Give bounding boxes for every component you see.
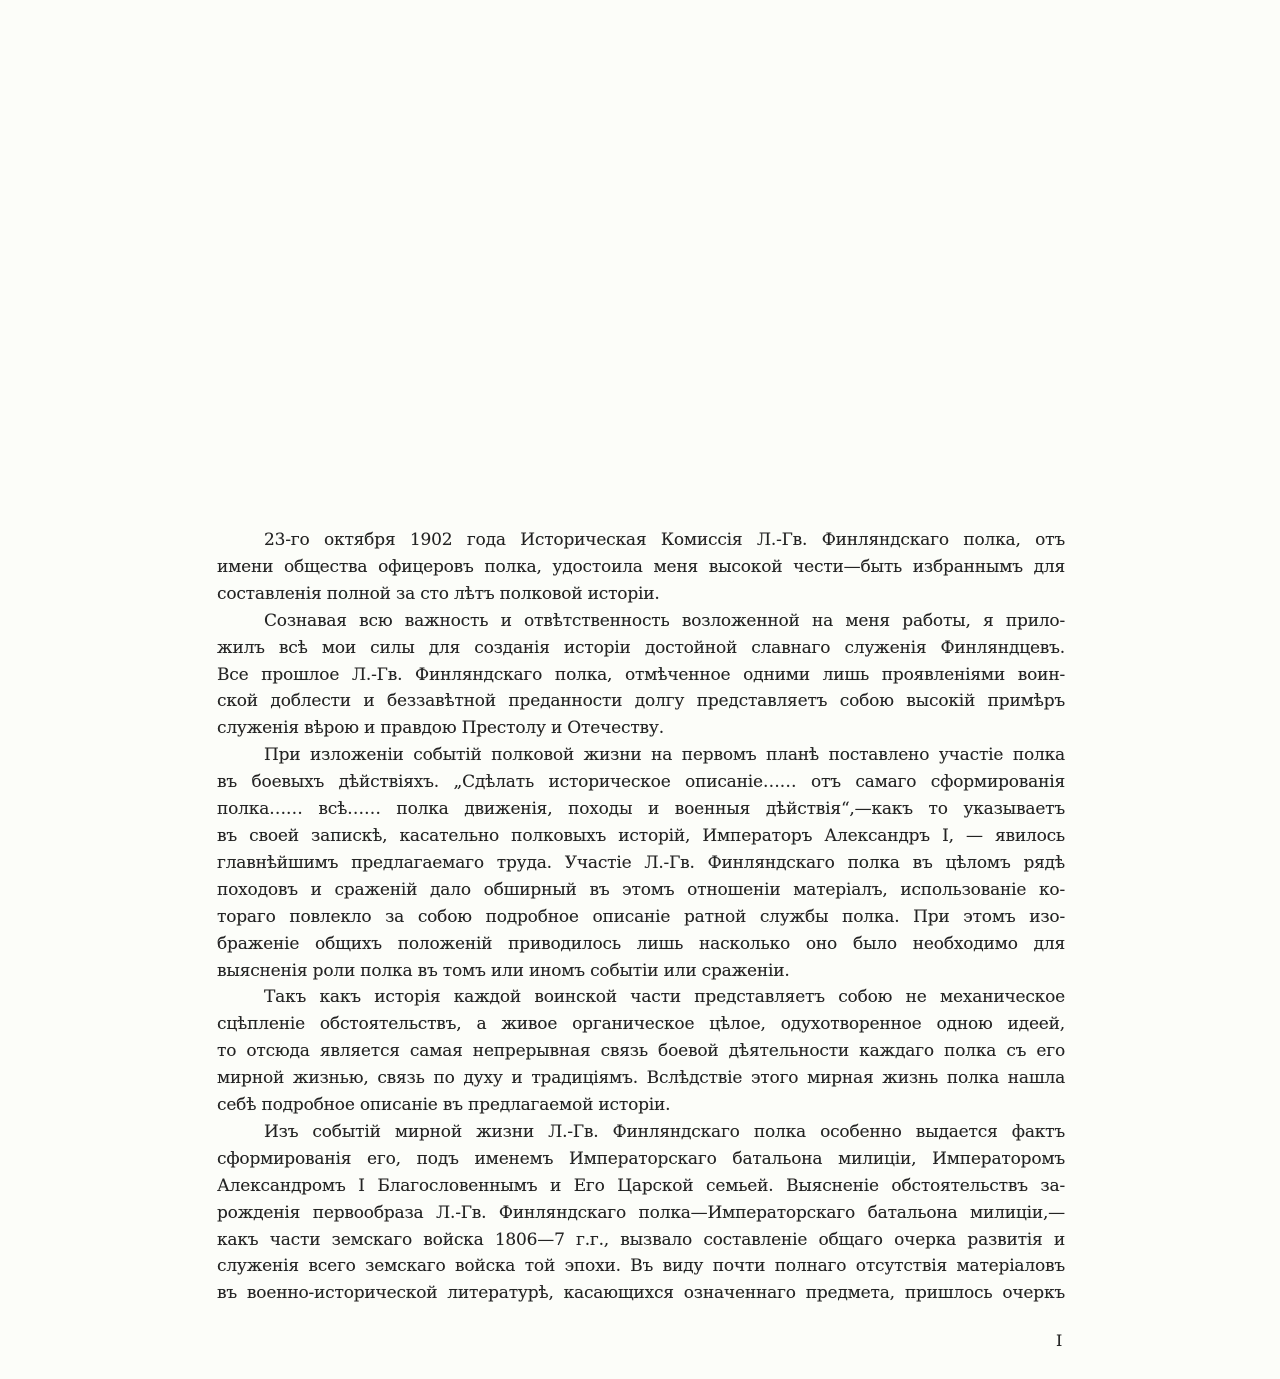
text-block bbox=[217, 527, 1065, 1307]
text-line: Сознавая всю важность и отвѣтственность возложенной на меня работы, я прило- bbox=[264, 610, 1065, 631]
text-line: выясненія роли полка въ томъ или иномъ событіи или сраженіи. bbox=[217, 960, 790, 981]
text-line: Все прошлое Л.-Гв. Финляндскаго полка, отмѣченное одними лишь проявленіями воин- bbox=[217, 664, 1065, 685]
paragraph bbox=[217, 1119, 1065, 1307]
text-line: При изложеніи событій полковой жизни на первомъ планѣ поставлено участіе полка bbox=[264, 745, 1065, 766]
page-number: I bbox=[1056, 1331, 1063, 1350]
text-line: главнѣйшимъ предлагаемаго труда. Участіе Л.-Гв. Финляндскаго полка въ цѣломъ рядѣ bbox=[217, 852, 1065, 873]
text-line: Изъ событій мирной жизни Л.-Гв. Финляндскаго полка особенно выдается фактъ bbox=[264, 1121, 1065, 1142]
paragraph bbox=[217, 742, 1065, 984]
text-line: Александромъ I Благословеннымъ и Его Царской семьей. Выясненіе обстоятельствъ за- bbox=[217, 1175, 1065, 1196]
paragraph bbox=[217, 527, 1065, 608]
text-line: походовъ и сраженій дало обширный въ этомъ отношеніи матеріалъ, использованіе ко- bbox=[217, 879, 1065, 900]
text-line: имени общества офицеровъ полка, удостоила меня высокой чести—быть избраннымъ для bbox=[217, 556, 1065, 577]
text-line: Такъ какъ исторія каждой воинской части представляетъ собою не механическое bbox=[264, 987, 1065, 1008]
text-line: въ военно-исторической литературѣ, касающихся означеннаго предмета, пришлось очеркъ bbox=[217, 1283, 1065, 1304]
text-line: какъ части земскаго войска 1806—7 г.г., вызвало составленіе общаго очерка развитія и bbox=[217, 1229, 1065, 1250]
text-line: 23-го октября 1902 года Историческая Комиссія Л.-Гв. Финляндскаго полка, отъ bbox=[264, 530, 1065, 550]
text-line: служенія вѣрою и правдою Престолу и Отечеству. bbox=[217, 718, 664, 739]
text-line: ской доблести и беззавѣтной преданности долгу представляетъ собою высокій примѣръ bbox=[217, 691, 1065, 712]
text-line: служенія всего земскаго войска той эпохи. Въ виду почти полнаго отсутствія матеріаловъ bbox=[217, 1256, 1065, 1277]
text-line: полка…… всѣ…… полка движенія, походы и военныя дѣйствія“,—какъ то указываетъ bbox=[217, 799, 1065, 820]
text-line: рожденія первообраза Л.-Гв. Финляндскаго полка—Императорскаго батальона милиціи,— bbox=[217, 1202, 1065, 1223]
text-line: себѣ подробное описаніе въ предлагаемой исторіи. bbox=[217, 1095, 671, 1116]
text-line: въ боевыхъ дѣйствіяхъ. „Сдѣлать историческое описаніе…… отъ самаго сформированія bbox=[217, 772, 1065, 793]
text-line: то отсюда является самая непрерывная связь боевой дѣятельности каждаго полка съ его bbox=[217, 1041, 1065, 1062]
text-line: сформированія его, подъ именемъ Императорскаго батальона милиціи, Императоромъ bbox=[217, 1148, 1065, 1169]
paragraph bbox=[217, 984, 1065, 1119]
text-line: браженіе общихъ положеній приводилось лишь насколько оно было необходимо для bbox=[217, 933, 1065, 954]
text-line: тораго повлекло за собою подробное описаніе ратной службы полка. При этомъ изо- bbox=[217, 906, 1065, 927]
text-line: въ своей запискѣ, касательно полковыхъ исторій, Императоръ Александръ I, — явилось bbox=[217, 825, 1065, 846]
text-line: сцѣпленіе обстоятельствъ, а живое органическое цѣлое, одухотворенное одною идеей, bbox=[217, 1014, 1065, 1035]
paragraph bbox=[217, 608, 1065, 743]
text-line: мирной жизнью, связь по духу и традиціямъ. Вслѣдствіе этого мирная жизнь полка нашла bbox=[217, 1068, 1065, 1089]
text-line: составленія полной за сто лѣтъ полковой исторіи. bbox=[217, 583, 660, 604]
text-line: жилъ всѣ мои силы для созданія исторіи достойной славнаго служенія Финляндцевъ. bbox=[217, 637, 1065, 658]
